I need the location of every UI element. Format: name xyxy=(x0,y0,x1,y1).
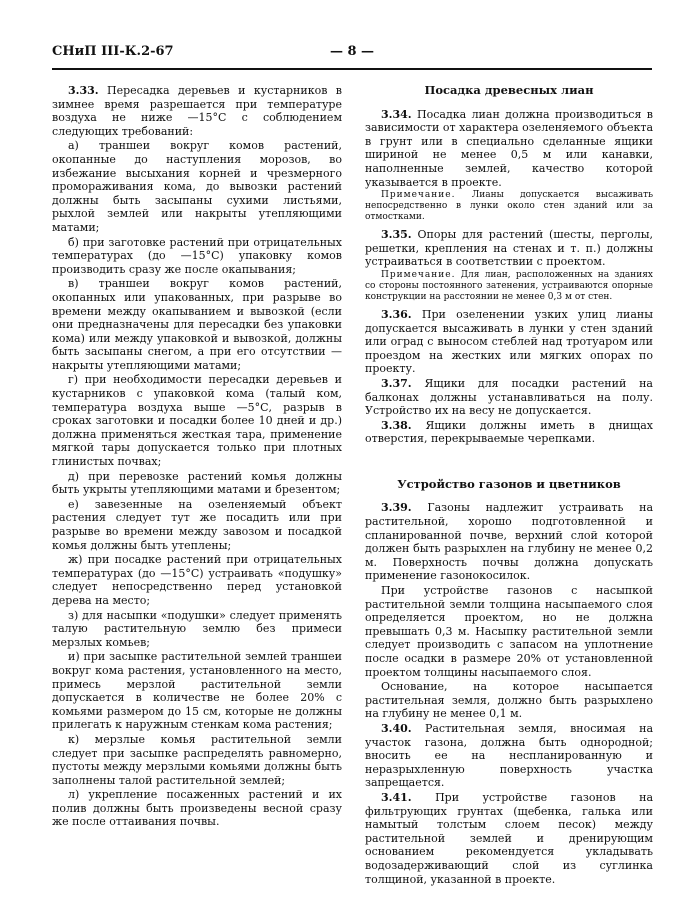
list-item-d: д) при перевозке растений комья должны быть укрыты утепляющими матами и брезентом; xyxy=(52,469,342,497)
list-item-zh: ж) при посадке растений при отрицательных температурах (до —15°С) устраивать «подушку» следует непосредственно перед установкой дерева на место; xyxy=(52,553,342,607)
paragraph-3-40 xyxy=(365,722,653,790)
paragraph-3-37 xyxy=(365,377,653,418)
list-item-z: з) для насыпки «подушки» следует применять талую растительную землю без примеси мерзлых комьев; xyxy=(52,608,342,649)
list-item-l: л) укрепление посаженных растений и их полив должны быть произведены весной сразу же после оттаивания почвы. xyxy=(52,788,342,829)
paragraph-number: 3.34. xyxy=(381,107,412,121)
note-label: Примечание. xyxy=(381,190,456,201)
header-rule xyxy=(52,68,652,70)
paragraph-text: Ящики для посадки растений на балконах должны устанавливаться на полу. Устройство их на весу не допускается. xyxy=(365,376,653,418)
list-item-b: б) при заготовке растений при отрицательных температурах (до —15°С) упаковку комов производить сразу же после окапывания; xyxy=(52,235,342,276)
paragraph-number: 3.37. xyxy=(381,376,412,390)
note-text: Для лиан, расположенных на зданиях со стороны постоянного затенения, устраиваются опорные конструкции на расстоянии не менее 0,3 м от стен. xyxy=(365,269,653,302)
list-item-i: и) при засыпке растительной землей траншеи вокруг кома растения, установленного на место, примесь мерзлой растительной земли допускается в количестве не более 20% с комьями размером до 15 см, которые не должны прилегать к наружным стенкам кома растения; xyxy=(52,650,342,732)
paragraph-text: Ящики должны иметь в днищах отверстия, перекрываемые черепками. xyxy=(365,418,653,446)
paragraph-number: 3.41. xyxy=(381,790,412,804)
note-text: Лианы допускается высаживать непосредственно в лунки около стен зданий или за отмостками. xyxy=(365,190,653,223)
paragraph-number: 3.35. xyxy=(381,228,412,242)
paragraph-3-39-c: Основание, на которое насыпается растительная земля, должно быть разрыхлено на глубину не менее 0,1 м. xyxy=(365,680,653,721)
paragraph-number: 3.39. xyxy=(381,501,412,515)
paragraph-3-39 xyxy=(365,501,653,583)
paragraph-text: Растительная земля, вносимая на участок газона, должна быть однородной; вносить ее на неспланированную и неразрыхленную поверхность участка запрещается. xyxy=(365,721,653,790)
right-column xyxy=(365,84,653,887)
paragraph-text: Газоны надлежит устраивать на растительной, хорошо подготовленной и спланированной почве, верхний слой которой должен быть разрыхлен на глубину не менее 0,2 м. Поверхность почвы должна допускать применение газонокосилок. xyxy=(365,501,654,583)
page-number: — 8 — xyxy=(329,44,375,59)
list-item-a: а) траншеи вокруг комов растений, окопанные до наступления морозов, во избежание высыхания корней и чрезмерного промораживания кома, до вывозки растений должны быть засыпаны сухими листьями, рыхлой землей или накрыты утепляющими матами; xyxy=(52,139,342,234)
list-item-v: в) траншеи вокруг комов растений, окопанных или упакованных, при разрыве во времени между окапыванием и вывозкой (если они предназначены для пересадки без упаковки кома) или между упаковкой и вывозкой, должны быть засыпаны снегом, а при его отсутствии — накрыты утепляющими матами; xyxy=(52,277,342,372)
paragraph-text: Посадка лиан должна производиться в зависимости от характера озеленяемого объекта в грунт или в специально сделанные ящики шириной не менее 0,5 м или канавки, наполненные землей, качество которой указывается в проекте. xyxy=(365,107,653,189)
paragraph-3-33 xyxy=(52,84,342,138)
list-item-g: г) при необходимости пересадки деревьев и кустарников с упаковкой кома (талый ком, температура воздуха выше —5°С, разрыв в сроках заготовки и посадки более 10 дней и др.) должна применяться жесткая тара, применение мягкой тары допускается только при плотных глинистых почвах; xyxy=(52,373,342,469)
paragraph-number: 3.36. xyxy=(381,307,412,321)
paragraph-text: Пересадка деревьев и кустарников в зимнее время разрешается при температуре воздуха не ниже —15°С с соблюдением следующих требований: xyxy=(52,84,342,138)
list-item-e: е) завезенные на озеленяемый объект растения следует тут же посадить или при разрыве во времени между завозом и посадкой комья должны быть утеплены; xyxy=(52,497,342,552)
section-title-lawns: Устройство газонов и цветников xyxy=(397,476,621,491)
paragraph-3-34 xyxy=(365,108,653,190)
page-header xyxy=(52,44,652,66)
paragraph-text: При устройстве газонов на фильтрующих грунтах (щебенка, галька или намытый толстым слоем песок) между растительной землей и дренирующим основанием рекомендуется укладывать водозадерживающий слой из суглинка толщиной, указанной в проекте. xyxy=(365,790,654,886)
paragraph-3-35 xyxy=(365,228,653,269)
paragraph-number: 3.38. xyxy=(381,418,412,432)
paragraph-number: 3.33. xyxy=(68,84,99,97)
section-title-vines: Посадка древесных лиан xyxy=(424,83,594,97)
note-label: Примечание. xyxy=(381,269,456,280)
note-2 xyxy=(365,270,653,303)
document-code: СНиП III-К.2-67 xyxy=(52,44,174,59)
note-1 xyxy=(365,190,653,223)
paragraph-text: При озеленении узких улиц лианы допускается высаживать в лунки у стен зданий или оград с выносом стеблей над тротуаром или проездом на жестких или мягких опорах по проекту. xyxy=(365,307,653,376)
paragraph-number: 3.40. xyxy=(381,721,412,735)
paragraph-3-38 xyxy=(365,419,653,446)
paragraph-text: Опоры для растений (шесты, перголы, решетки, крепления на стенах и т. п.) должны устраиваться в соответствии с проектом. xyxy=(365,228,653,269)
paragraph-3-39-b: При устройстве газонов с насыпкой растительной земли толщина насыпаемого слоя определяется проектом, но не должна превышать 0,3 м. Насыпку растительной земли следует производить с запасом на уплотнение после осадки в размере 20% от установленной проектом толщины насыпаемого слоя. xyxy=(365,584,653,679)
list-item-k: к) мерзлые комья растительной земли следует при засыпке распределять равномерно, пустоты между мерзлыми комьями должны быть заполнены талой растительной землей; xyxy=(52,732,342,787)
left-column xyxy=(52,84,342,830)
paragraph-3-36 xyxy=(365,308,653,376)
paragraph-3-41 xyxy=(365,791,653,886)
